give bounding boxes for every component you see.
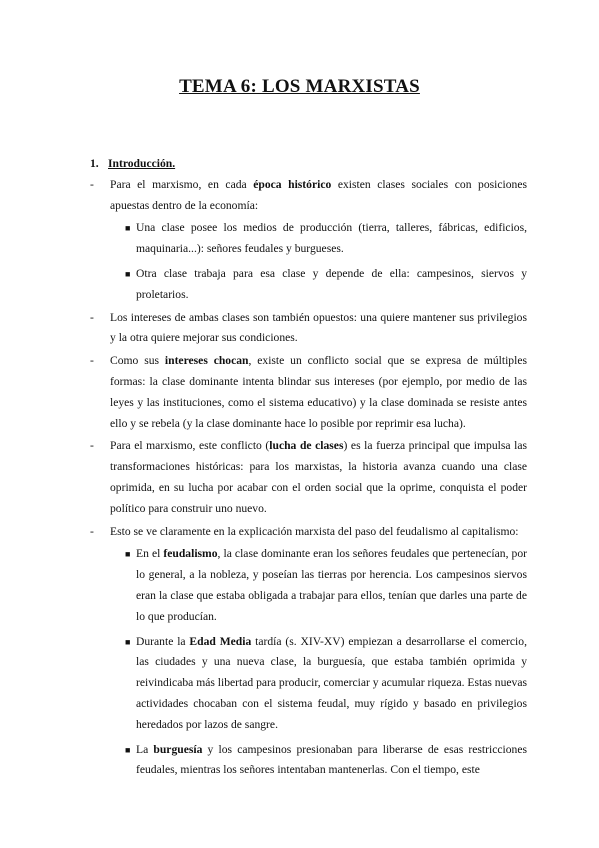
document-body xyxy=(90,154,527,781)
bullet-marker: ■ xyxy=(125,549,131,560)
emphasis: época histórico xyxy=(253,177,332,191)
emphasis: intereses chocan xyxy=(164,354,249,368)
emphasis: burguesía xyxy=(153,742,203,756)
section-number: 1. xyxy=(90,157,99,170)
paragraph-5: - Esto se ve claramente en la explicación marxista del paso del feudalismo al capitalismo: xyxy=(90,522,527,543)
bullet-4: ■ Durante la Edad Media tardía (s. XIV-XV) empiezan a desarrollarse el comercio, las ciudades y una nueva clase, la burguesía, que estaba también oprimida y reivindicaba más libertad para producir, comerciar y acumular riqueza. Estas nuevas actividades chocaban con el sistema feudal, muy rígido y basado en privilegios heredados por lazos de sangre. xyxy=(90,632,527,736)
dash-marker: - xyxy=(90,177,94,191)
emphasis: feudalismo xyxy=(163,547,218,561)
bullet-marker: ■ xyxy=(125,636,131,647)
dash-marker: - xyxy=(90,524,94,538)
bullet-marker: ■ xyxy=(125,223,131,234)
dash-marker: - xyxy=(90,354,94,368)
section-heading xyxy=(90,154,527,175)
paragraph-1: - Para el marxismo, en cada época histórico existen clases sociales con posiciones apuestas dentro de la economía: xyxy=(90,175,527,217)
bullet-1: ■ Una clase posee los medios de producción (tierra, talleres, fábricas, edificios, maquinaria...): señores feudales y burgueses. xyxy=(90,218,527,260)
paragraph-4: - Para el marxismo, este conflicto (lucha de clases) es la fuerza principal que impulsa las transformaciones históricas: para los marxistas, la historia avanza cuando una clase oprimida, en su lucha por acabar con el orden social que la oprime, conquista el poder político para construir uno nuevo. xyxy=(90,436,527,519)
paragraph-2: - Los intereses de ambas clases son también opuestos: una quiere mantener sus privilegios y la otra quiere mejorar sus condiciones. xyxy=(90,308,527,350)
paragraph-3: - Como sus intereses chocan, existe un conflicto social que se expresa de múltiples formas: la clase dominante intenta blindar sus intereses (por ejemplo, por medio de las leyes y las instituciones, como el sistema educativo) y la clase dominada se resiste antes ello y se rebela (y la clase dominante hace lo posible por reprimir esa lucha). xyxy=(90,351,527,434)
bullet-5: ■ La burguesía y los campesinos presionaban para liberarse de esas restricciones feudales, mientras los señores intentaban mantenerlas. Con el tiempo, este xyxy=(90,740,527,782)
emphasis: lucha de clases xyxy=(269,439,344,453)
emphasis: Edad Media xyxy=(189,634,252,648)
bullet-3: ■ En el feudalismo, la clase dominante eran los señores feudales que pertenecían, por lo general, a la nobleza, y poseían las tierras por herencia. Los campesinos siervos eran la clase que estaba obligada a trabajar para ellos, tenían que darles una parte de lo que producían. xyxy=(90,544,527,627)
document-title: TEMA 6: LOS MARXISTAS xyxy=(179,76,420,97)
bullet-marker: ■ xyxy=(125,268,131,279)
section-label: Introducción. xyxy=(108,157,176,170)
bullet-2: ■ Otra clase trabaja para esa clase y depende de ella: campesinos, siervos y proletarios. xyxy=(90,264,527,306)
dash-marker: - xyxy=(90,439,94,453)
dash-marker: - xyxy=(90,310,94,324)
bullet-marker: ■ xyxy=(125,744,131,755)
